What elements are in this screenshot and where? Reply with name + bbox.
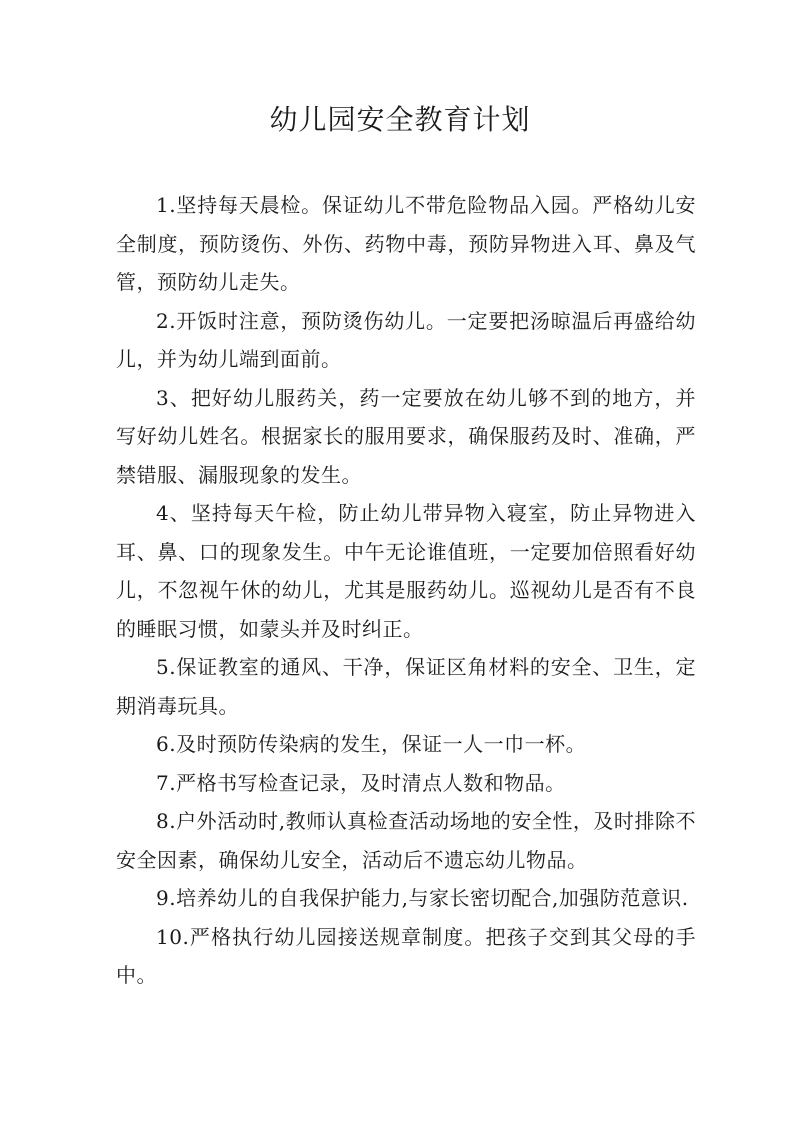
list-item-1: 1.坚持每天晨检。保证幼儿不带危险物品入园。严格幼儿安全制度，预防烫伤、外伤、药物中毒，预防异物进入耳、鼻及气管，预防幼儿走失。 — [116, 193, 696, 294]
list-item-10: 10.严格执行幼儿园接送规章制度。把孩子交到其父母的手中。 — [116, 924, 696, 987]
list-item-9: 9.培养幼儿的自我保护能力,与家长密切配合,加强防范意识. — [156, 886, 689, 910]
list-item-8: 8.户外活动时,教师认真检查活动场地的安全性，及时排除不安全因素，确保幼儿安全，活动后不遗忘幼儿物品。 — [116, 809, 696, 872]
list-item-6: 6.及时预防传染病的发生，保证一人一巾一杯。 — [156, 732, 587, 756]
document-title: 幼儿园安全教育计划 — [269, 103, 531, 136]
list-item-2: 2.开饭时注意，预防烫伤幼儿。一定要把汤晾温后再盛给幼儿，并为幼儿端到面前。 — [116, 308, 696, 371]
list-item-7: 7.严格书写检查记录，及时清点人数和物品。 — [156, 770, 566, 795]
list-item-3: 3、把好幼儿服药关，药一定要放在幼儿够不到的地方，并写好幼儿姓名。根据家长的服用要求，确保服药及时、准确，严禁错服、漏服现象的发生。 — [116, 385, 696, 487]
list-item-4: 4、坚持每天午检，防止幼儿带异物入寝室，防止异物进入耳、鼻、口的现象发生。中午无论谁值班，一定要加倍照看好幼儿，不忽视午休的幼儿，尤其是服药幼儿。巡视幼儿是否有不良的睡眠习惯，如蒙头并及时纠正。 — [116, 501, 696, 641]
document-body — [116, 186, 696, 995]
list-item-5: 5.保证教室的通风、干净，保证区角材料的安全、卫生，定期消毒玩具。 — [116, 655, 696, 718]
